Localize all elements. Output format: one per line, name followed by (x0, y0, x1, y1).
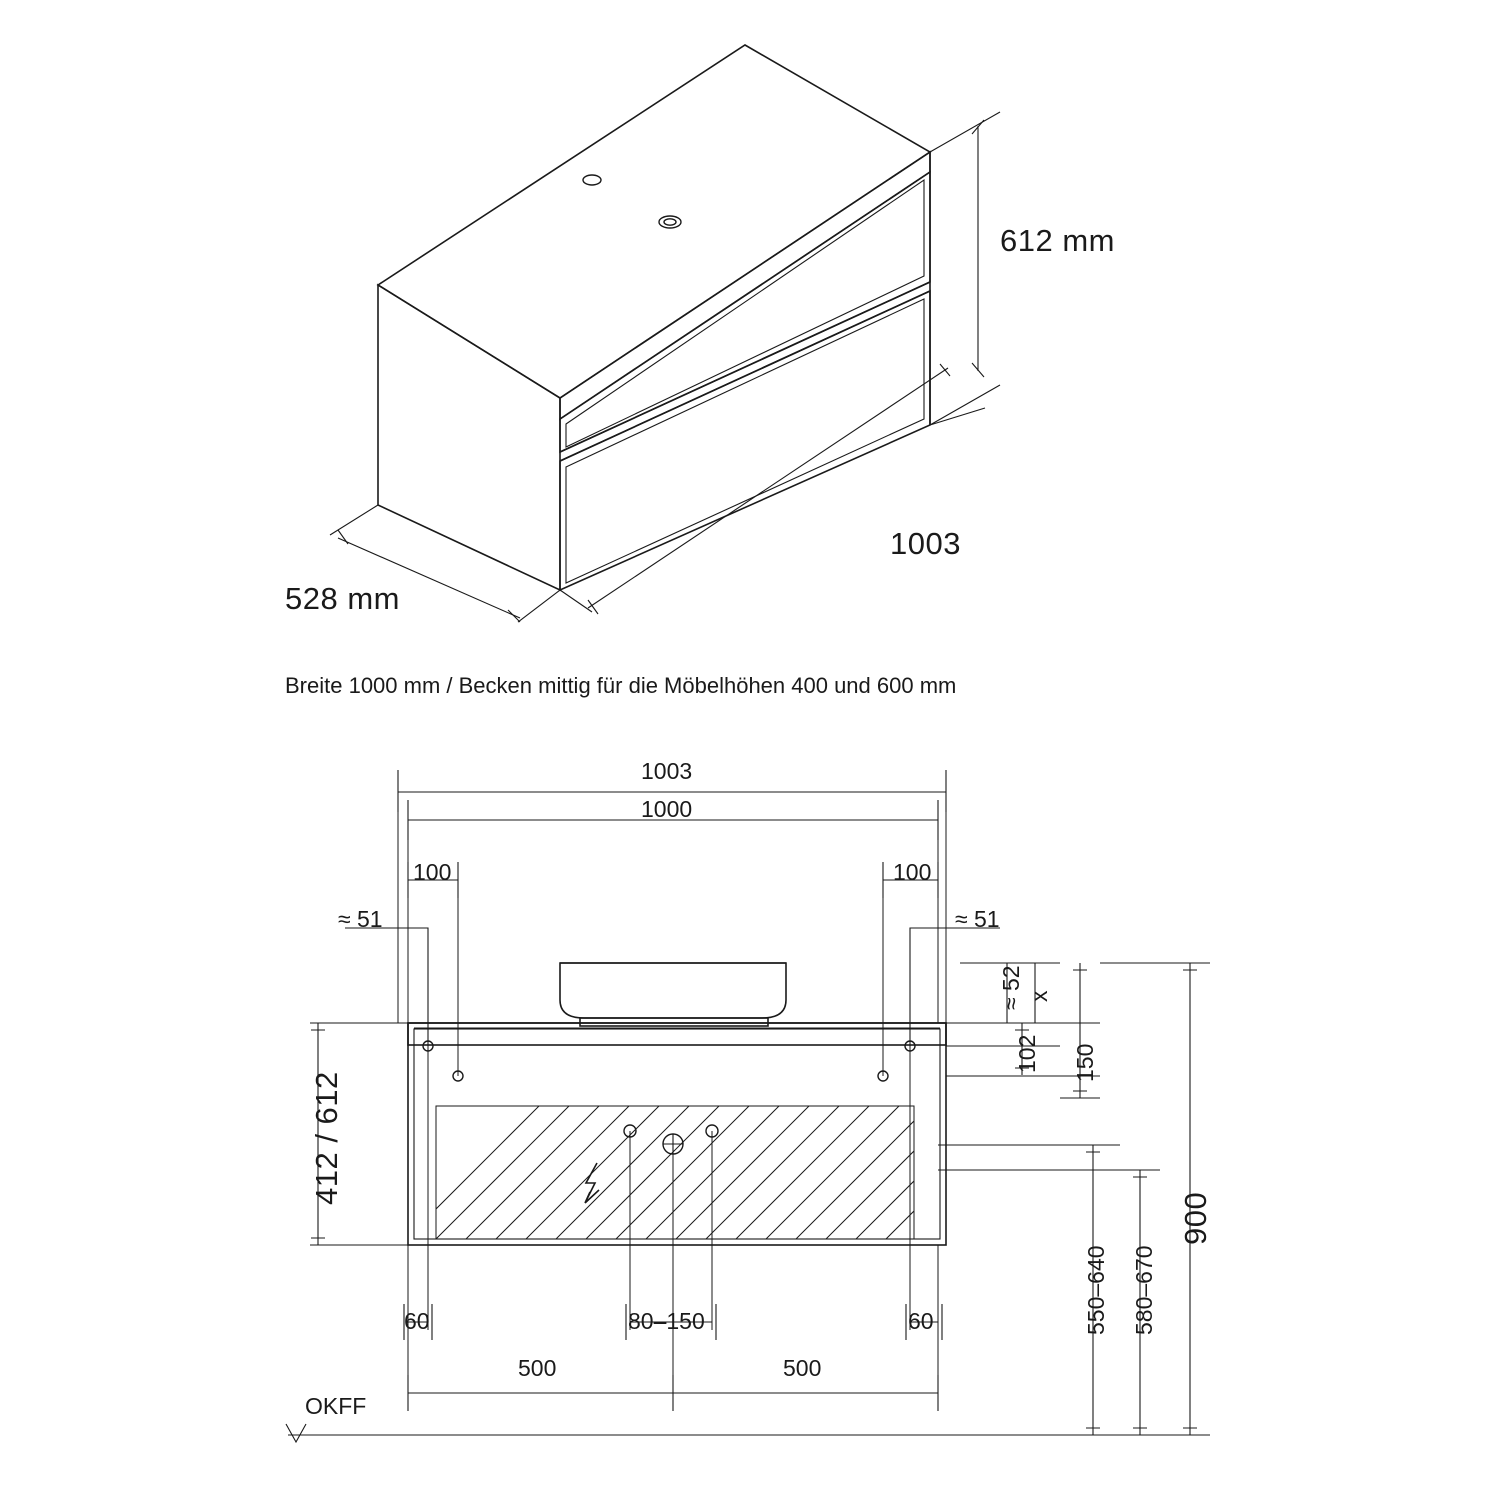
front-right-inset-100: 100 (893, 859, 932, 885)
okff-label: OKFF (305, 1393, 367, 1419)
front-right-580-670: 580–670 (1131, 1245, 1157, 1335)
bottom-dimensions (404, 1046, 942, 1411)
floor-line (286, 1424, 1210, 1442)
front-approx-52: ≈ 52 (998, 965, 1024, 1010)
iso-cabinet (378, 45, 930, 590)
front-right-900: 900 (1178, 1191, 1213, 1245)
front-x-label: x (1026, 990, 1052, 1002)
front-bottom-500-left: 500 (518, 1355, 557, 1381)
front-bottom-left-60: 60 (404, 1308, 430, 1334)
front-height-412-612: 412 / 612 (309, 1071, 344, 1205)
iso-height-dimension (930, 112, 1000, 425)
front-bottom-center-80-150: 80–150 (628, 1308, 705, 1334)
front-top-dim-1000: 1000 (641, 796, 693, 822)
front-dim-150: 150 (1072, 1043, 1098, 1082)
iso-height-label: 612 mm (1000, 223, 1115, 258)
drawing-caption: Breite 1000 mm / Becken mittig für die Möbelhöhen 400 und 600 mm (285, 673, 957, 698)
front-view-cabinet (408, 963, 946, 1245)
front-left-approx-51: ≈ 51 (338, 906, 383, 932)
iso-depth-label: 528 mm (285, 581, 400, 616)
front-right-550-640: 550–640 (1083, 1245, 1109, 1335)
front-right-approx-51: ≈ 51 (955, 906, 1000, 932)
front-bottom-500-right: 500 (783, 1355, 822, 1381)
front-left-inset-100: 100 (413, 859, 452, 885)
front-bottom-right-60: 60 (908, 1308, 934, 1334)
right-vertical-stack (938, 963, 1213, 1435)
front-top-dim-1003: 1003 (641, 758, 693, 784)
iso-width-label: 1003 (890, 526, 961, 561)
front-dim-102: 102 (1014, 1034, 1040, 1073)
